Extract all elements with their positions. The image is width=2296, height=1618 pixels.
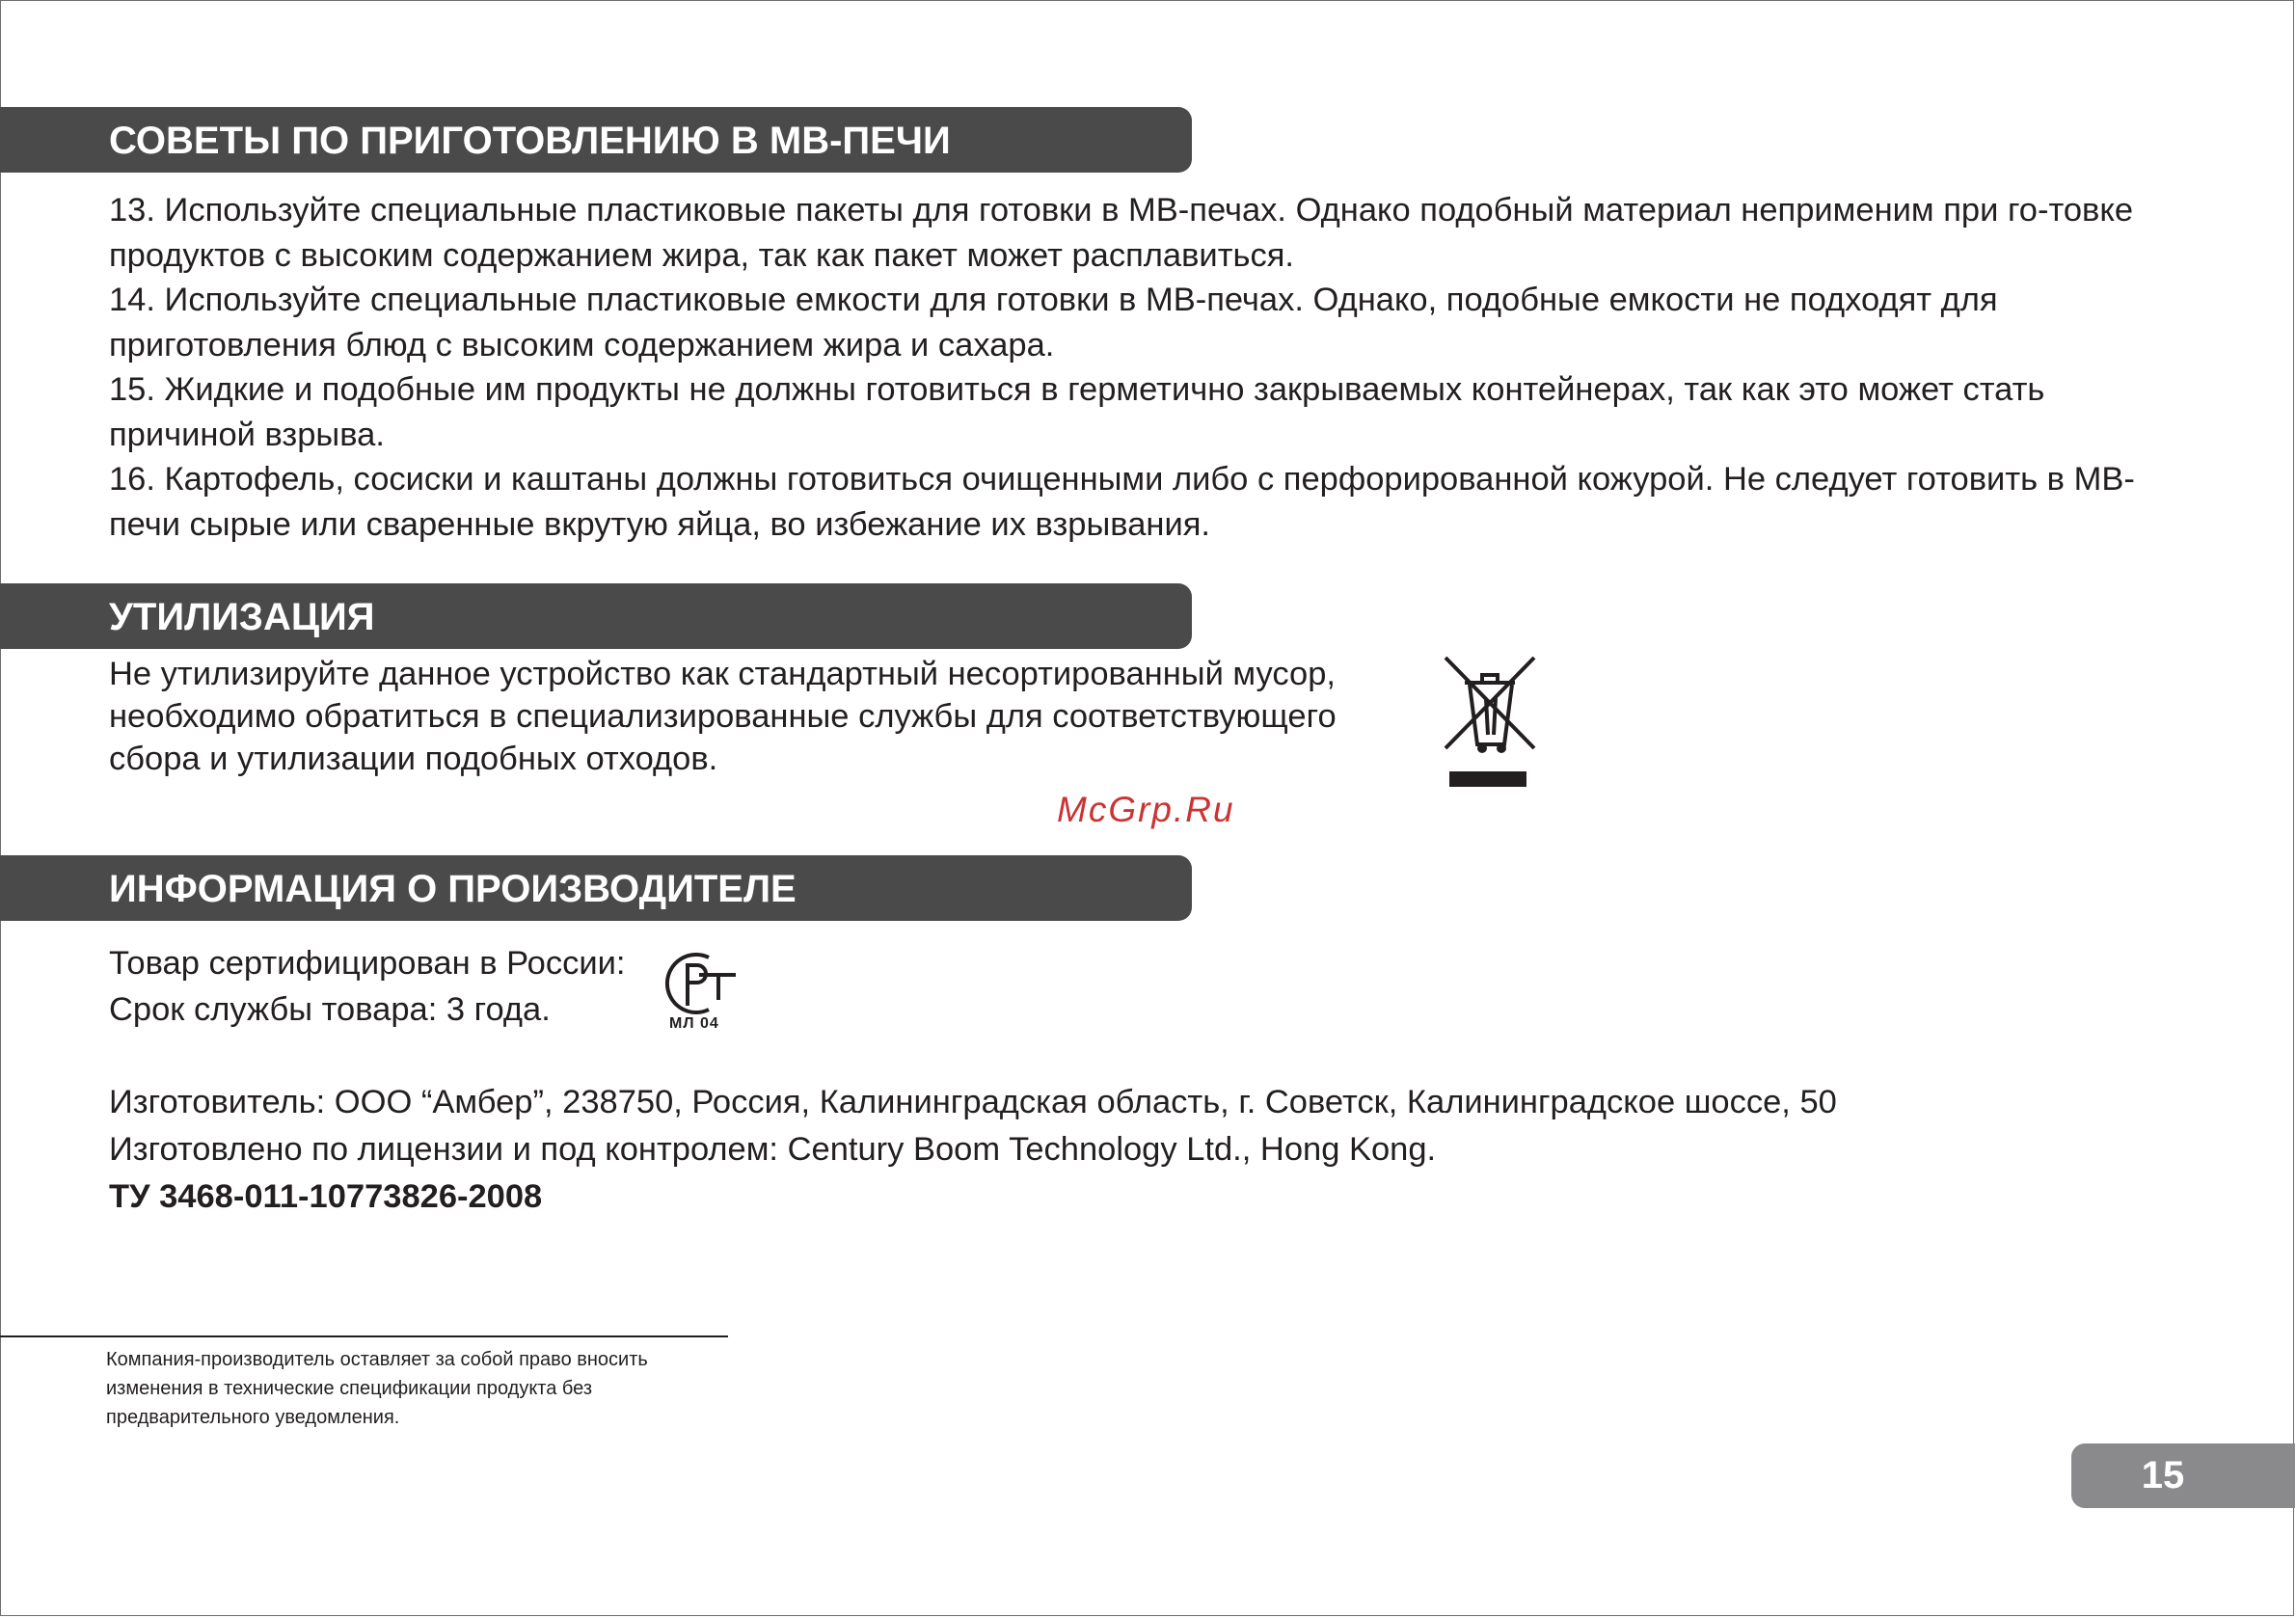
tip-item: 16. Картофель, сосиски и каштаны должны готовиться очищенными либо с перфорированной кожурой. Не следует готовить в МВ-печи сырые или сваренные вкрутую яйца, во избежание их взрывания. bbox=[109, 461, 2135, 543]
manufacturer-address: Изготовитель: ООО “Амбер”, 238750, Россия, Калининградская область, г. Советск, Калининградское шоссе, 50 bbox=[109, 1084, 1837, 1120]
crossed-out-wheelie-bin-icon bbox=[1444, 656, 1536, 791]
page-number-tab bbox=[2071, 1443, 2295, 1508]
section-title: УТИЛИЗАЦИЯ bbox=[109, 596, 375, 638]
section-header-cooking-tips bbox=[0, 107, 1192, 173]
footnote bbox=[106, 1345, 762, 1432]
disposal-line: необходимо обратиться в специализированные службы для соответствующего bbox=[109, 698, 1337, 735]
license-text: Изготовлено по лицензии и под контролем: Century Boom Technology Ltd., Hong Kong. bbox=[109, 1131, 1437, 1168]
tip-item: 15. Жидкие и подобные им продукты не должны готовиться в герметично закрываемых контейнерах, так как это может стать причиной взрыва. bbox=[109, 371, 2045, 453]
certification-text: Товар сертифицирован в России: bbox=[109, 945, 626, 982]
cooking-tips-list bbox=[109, 188, 2192, 547]
tip-item: 14. Используйте специальные пластиковые емкости для готовки в МВ-печах. Однако, подобные емкости не подходят для приготовления блюд с высоким содержанием жира и сахара. bbox=[109, 282, 1998, 364]
disposal-line: Не утилизируйте данное устройство как стандартный несортированный мусор, bbox=[109, 656, 1336, 692]
section-header-disposal bbox=[0, 583, 1192, 649]
footnote-line: изменения в технические спецификации продукта без bbox=[106, 1378, 593, 1399]
section-title: ИНФОРМАЦИЯ О ПРОИЗВОДИТЕЛЕ bbox=[109, 868, 797, 910]
footnote-line: предварительного уведомления. bbox=[106, 1407, 400, 1428]
section-title: СОВЕТЫ ПО ПРИГОТОВЛЕНИЮ В МВ-ПЕЧИ bbox=[109, 120, 951, 162]
watermark: McGrp.Ru bbox=[1057, 790, 1235, 829]
tip-item: 13. Используйте специальные пластиковые пакеты для готовки в МВ-печах. Однако подобный материал неприменим при го-товке продуктов с высоким содержанием жира, так как пакет может расплавиться. bbox=[109, 192, 2134, 274]
disposal-text bbox=[109, 653, 1459, 780]
section-header-manufacturer bbox=[0, 855, 1192, 921]
footnote-line: Компания-производитель оставляет за собой право вносить bbox=[106, 1349, 648, 1370]
page-number: 15 bbox=[2141, 1454, 2185, 1497]
footnote-divider bbox=[0, 1335, 728, 1337]
cert-mark-code: МЛ 04 bbox=[669, 1015, 719, 1032]
disposal-line: сбора и утилизации подобных отходов. bbox=[109, 741, 718, 777]
service-life-text: Срок службы товара: 3 года. bbox=[109, 991, 551, 1028]
spec-code: ТУ 3468-011-10773826-2008 bbox=[109, 1178, 543, 1215]
